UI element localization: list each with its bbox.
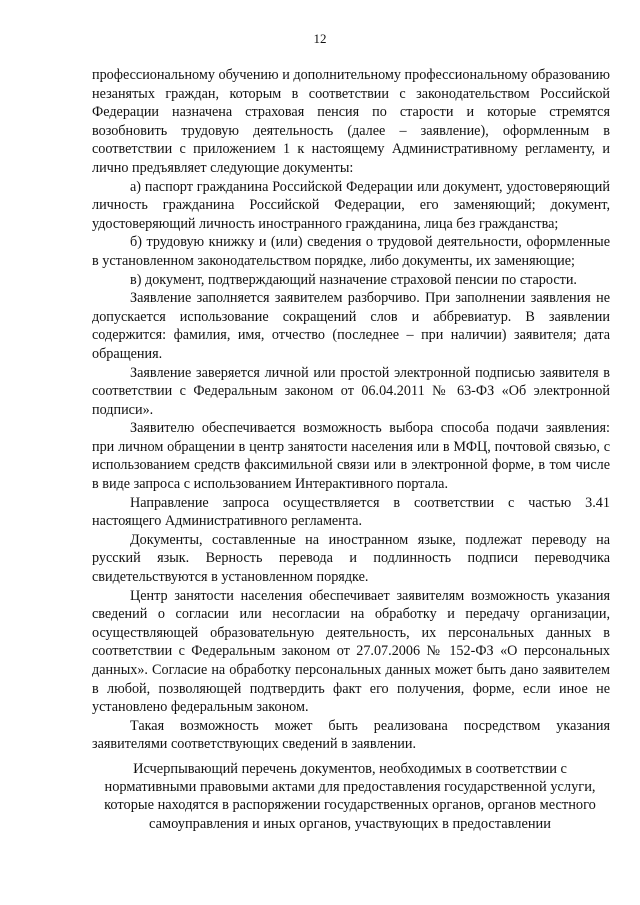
paragraph: Заявителю обеспечивается возможность выбора способа подачи заявления: при личном обращении в центр занятости населения или в МФЦ, почтовой связью, с использованием средств факсимильной связи или в электронной форме, в том числе в виде запроса с использованием Интерактивного портала. [92, 420, 610, 493]
paragraph: Такая возможность может быть реализована посредством указания заявителями соответствующих сведений в заявлении. [92, 717, 610, 753]
heading-line: нормативными правовыми актами для предоставления государственной услуги, [104, 779, 596, 796]
paragraph-continuation: профессиональному обучению и дополнительному профессиональному образованию незанятых граждан, которым в соответствии с законодательством Российской Федерации назначена страховая пенсия по старости и которые стремятся возобновить трудовую деятельность (далее – заявление), оформленным в соответствии с приложением 1 к настоящему Административному регламенту, и лично предъявляет следующие документы: [92, 67, 610, 176]
list-item-c: в) документ, подтверждающий назначение страховой пенсии по старости. [130, 271, 577, 288]
paragraph: Заявление заполняется заявителем разборчиво. При заполнении заявления не допускается использование сокращений слов и аббревиатур. В заявлении содержится: фамилия, имя, отчество (последнее – при наличии) заявителя; дата обращения. [92, 290, 610, 362]
list-item-a: а) паспорт гражданина Российской Федерации или документ, удостоверяющий личность гражданина Российской Федерации, его заменяющий; документ, удостоверяющий личность иностранного гражданина, лица без гражданства; [92, 178, 610, 232]
document-body [92, 66, 610, 754]
paragraph: Заявление заверяется личной или простой электронной подписью заявителя в соответствии с Федеральным законом от 06.04.2011 № 63-ФЗ «Об электронной подписи». [92, 364, 610, 418]
paragraph: Центр занятости населения обеспечивает заявителям возможность указания сведений о согласии или несогласии на обработку и передачу организации, осуществляющей образовательную деятельность, их персональных данных в соответствии с Федеральным законом от 27.07.2006 № 152-ФЗ «О персональных данных». Согласие на обработку персональных данных может быть дано заявителем в любой, позволяющей подтвердить факт его получения, форме, если иное не установлено федеральным законом. [92, 587, 610, 716]
page-number: 12 [313, 31, 327, 46]
section-heading [80, 760, 620, 833]
paragraph: Направление запроса осуществляется в соответствии с частью 3.41 настоящего Административного регламента. [92, 494, 610, 530]
heading-line: Исчерпывающий перечень документов, необходимых в соответствии с [133, 761, 567, 777]
heading-line: самоуправления и иных органов, участвующих в предоставлении [149, 815, 551, 832]
heading-line: которые находятся в распоряжении государственных органов, органов местного [104, 797, 596, 814]
list-item-b: б) трудовую книжку и (или) сведения о трудовой деятельности, оформленные в установленном законодательством порядке, либо документы, их заменяющие; [92, 234, 610, 269]
paragraph: Документы, составленные на иностранном языке, подлежат переводу на русский язык. Верность перевода и подлинность подписи переводчика свидетельствуются в установленном порядке. [92, 531, 610, 586]
